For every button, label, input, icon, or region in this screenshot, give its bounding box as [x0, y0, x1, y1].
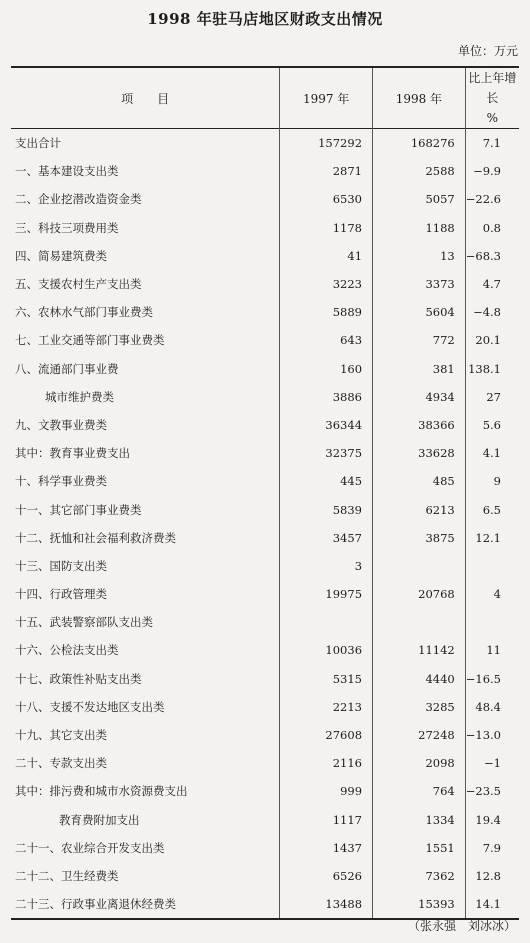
row-1997-cell: 157292 — [280, 129, 373, 158]
table-row — [11, 129, 519, 158]
row-growth-cell: −23.5 — [465, 777, 519, 805]
row-item-cell: 十八、支援不发达地区支出类 — [15, 699, 165, 714]
row-growth-cell: 9 — [465, 467, 519, 495]
header-1997: 1997 年 — [280, 67, 373, 129]
row-1998-cell: 4934 — [373, 383, 466, 411]
row-1997-cell: 19975 — [280, 580, 373, 608]
table-row — [11, 439, 519, 467]
expenditure-table — [11, 66, 519, 920]
row-growth-cell: −22.6 — [465, 185, 519, 213]
row-growth-cell: 12.1 — [465, 524, 519, 552]
row-item-cell: 六、农林水气部门事业费类 — [15, 305, 153, 320]
row-item-cell: 十四、行政管理类 — [15, 587, 107, 602]
row-growth-cell: 0.8 — [465, 214, 519, 242]
row-1997-cell: 1437 — [280, 834, 373, 862]
row-growth-cell: −16.5 — [465, 665, 519, 693]
row-1997-cell: 5839 — [280, 495, 373, 523]
row-1998-cell: 381 — [373, 355, 466, 383]
row-1997-cell: 6526 — [280, 862, 373, 890]
row-1998-cell — [373, 608, 466, 636]
table-row — [11, 665, 519, 693]
row-growth-cell — [465, 608, 519, 636]
row-1998-cell: 5057 — [373, 185, 466, 213]
row-1998-cell: 3285 — [373, 693, 466, 721]
row-1997-cell: 10036 — [280, 636, 373, 664]
row-1997-cell: 643 — [280, 326, 373, 354]
table-row — [11, 806, 519, 834]
row-1998-cell: 1334 — [373, 806, 466, 834]
row-1998-cell: 4440 — [373, 665, 466, 693]
row-1997-cell: 5889 — [280, 298, 373, 326]
row-1998-cell: 15393 — [373, 890, 466, 919]
row-item-cell: 九、文教事业费类 — [15, 417, 107, 432]
row-growth-cell: 12.8 — [465, 862, 519, 890]
row-1997-cell: 3 — [280, 552, 373, 580]
row-1997-cell: 999 — [280, 777, 373, 805]
row-1998-cell: 3875 — [373, 524, 466, 552]
row-growth-cell: −13.0 — [465, 721, 519, 749]
table-row — [11, 890, 519, 919]
author-credit: （张永强 刘冰冰） — [407, 919, 516, 933]
row-1997-cell: 41 — [280, 242, 373, 270]
row-growth-cell: 4.7 — [465, 270, 519, 298]
table-row — [11, 298, 519, 326]
row-1998-cell: 38366 — [373, 411, 466, 439]
row-growth-cell: 4 — [465, 580, 519, 608]
table-row — [11, 862, 519, 890]
row-1997-cell: 3886 — [280, 383, 373, 411]
row-1997-cell: 2213 — [280, 693, 373, 721]
row-1998-cell: 20768 — [373, 580, 466, 608]
row-growth-cell: −4.8 — [465, 298, 519, 326]
row-1998-cell: 2098 — [373, 749, 466, 777]
table-row — [11, 383, 519, 411]
row-item-cell: 三、科技三项费用类 — [15, 220, 119, 235]
table-body — [11, 129, 519, 920]
row-1998-cell: 6213 — [373, 495, 466, 523]
row-1998-cell: 33628 — [373, 439, 466, 467]
row-item-cell: 其中：教育事业费支出 — [15, 446, 130, 461]
table-row — [11, 467, 519, 495]
table-row — [11, 270, 519, 298]
row-item-cell: 十六、公检法支出类 — [15, 643, 119, 658]
table-row — [11, 693, 519, 721]
row-1998-cell: 485 — [373, 467, 466, 495]
row-item-cell: 十、科学事业费类 — [15, 474, 107, 489]
row-item-cell: 十一、其它部门事业费类 — [15, 502, 142, 517]
row-growth-cell — [465, 552, 519, 580]
row-1998-cell: 27248 — [373, 721, 466, 749]
table-row — [11, 495, 519, 523]
row-growth-cell: 48.4 — [465, 693, 519, 721]
header-item: 项 目 — [121, 91, 170, 106]
header-1998: 1998 年 — [373, 67, 466, 129]
row-item-cell: 二、企业挖潜改造资金类 — [15, 192, 142, 207]
table-row — [11, 749, 519, 777]
row-growth-cell: 20.1 — [465, 326, 519, 354]
table-row — [11, 777, 519, 805]
row-1998-cell — [373, 552, 466, 580]
table-row — [11, 608, 519, 636]
row-1998-cell: 11142 — [373, 636, 466, 664]
row-1997-cell — [280, 608, 373, 636]
row-item-cell: 十三、国防支出类 — [15, 558, 107, 573]
row-growth-cell: 14.1 — [465, 890, 519, 919]
row-1997-cell: 6530 — [280, 185, 373, 213]
row-1997-cell: 2116 — [280, 749, 373, 777]
table-row — [11, 524, 519, 552]
row-item-cell: 一、基本建设支出类 — [15, 164, 119, 179]
row-1997-cell: 36344 — [280, 411, 373, 439]
row-item-cell: 四、简易建筑费类 — [15, 248, 107, 263]
row-growth-cell: 5.6 — [465, 411, 519, 439]
header-row — [11, 67, 519, 129]
row-1998-cell: 168276 — [373, 129, 466, 158]
row-1998-cell: 2588 — [373, 157, 466, 185]
row-growth-cell: 138.1 — [465, 355, 519, 383]
table-row — [11, 636, 519, 664]
row-growth-cell: 6.5 — [465, 495, 519, 523]
row-growth-cell: 7.9 — [465, 834, 519, 862]
row-1998-cell: 7362 — [373, 862, 466, 890]
table-row — [11, 552, 519, 580]
row-item-cell: 十二、抚恤和社会福利救济费类 — [15, 530, 176, 545]
table-row — [11, 214, 519, 242]
table-row — [11, 355, 519, 383]
row-1998-cell: 764 — [373, 777, 466, 805]
row-item-cell: 十五、武装警察部队支出类 — [15, 615, 153, 630]
row-growth-cell: 11 — [465, 636, 519, 664]
row-1997-cell: 27608 — [280, 721, 373, 749]
unit-label: 单位：万元 — [457, 44, 518, 58]
table-row — [11, 411, 519, 439]
row-growth-cell: −9.9 — [465, 157, 519, 185]
table-row — [11, 834, 519, 862]
row-item-cell: 七、工业交通等部门事业费类 — [15, 333, 165, 348]
row-1998-cell: 13 — [373, 242, 466, 270]
row-1997-cell: 445 — [280, 467, 373, 495]
row-1997-cell: 1117 — [280, 806, 373, 834]
table-row — [11, 721, 519, 749]
row-growth-cell: 7.1 — [465, 129, 519, 158]
row-1998-cell: 5604 — [373, 298, 466, 326]
row-1997-cell: 5315 — [280, 665, 373, 693]
row-growth-cell: 19.4 — [465, 806, 519, 834]
row-item-cell: 十九、其它支出类 — [15, 728, 107, 743]
row-1997-cell: 3457 — [280, 524, 373, 552]
row-item-cell: 支出合计 — [15, 136, 61, 151]
header-growth: 比上年增长 % — [465, 67, 519, 129]
row-item-cell: 其中：排污费和城市水资源费支出 — [15, 784, 188, 799]
row-1997-cell: 160 — [280, 355, 373, 383]
row-growth-cell: −68.3 — [465, 242, 519, 270]
row-growth-cell: −1 — [465, 749, 519, 777]
table-row — [11, 326, 519, 354]
row-1998-cell: 772 — [373, 326, 466, 354]
table-row — [11, 580, 519, 608]
row-item-cell: 二十二、卫生经费类 — [15, 868, 119, 883]
row-item-cell: 十七、政策性补贴支出类 — [15, 671, 142, 686]
row-item-cell: 城市维护费类 — [45, 389, 114, 404]
row-1997-cell: 3223 — [280, 270, 373, 298]
row-item-cell: 五、支援农村生产支出类 — [15, 277, 142, 292]
row-1997-cell: 1178 — [280, 214, 373, 242]
row-1998-cell: 3373 — [373, 270, 466, 298]
row-1998-cell: 1551 — [373, 834, 466, 862]
row-growth-cell: 4.1 — [465, 439, 519, 467]
row-growth-cell: 27 — [465, 383, 519, 411]
table-row — [11, 185, 519, 213]
row-1997-cell: 32375 — [280, 439, 373, 467]
row-1997-cell: 13488 — [280, 890, 373, 919]
row-1998-cell: 1188 — [373, 214, 466, 242]
row-item-cell: 二十、专款支出类 — [15, 756, 107, 771]
document-title: 1998 年驻马店地区财政支出情况 — [147, 10, 383, 28]
table-row — [11, 157, 519, 185]
table-header — [11, 67, 519, 129]
row-item-cell: 八、流通部门事业费 — [15, 361, 119, 376]
row-item-cell: 二十三、行政事业离退休经费类 — [15, 897, 176, 912]
row-item-cell: 教育费附加支出 — [59, 812, 140, 827]
row-1997-cell: 2871 — [280, 157, 373, 185]
row-item-cell: 二十一、农业综合开发支出类 — [15, 840, 165, 855]
table-row — [11, 242, 519, 270]
